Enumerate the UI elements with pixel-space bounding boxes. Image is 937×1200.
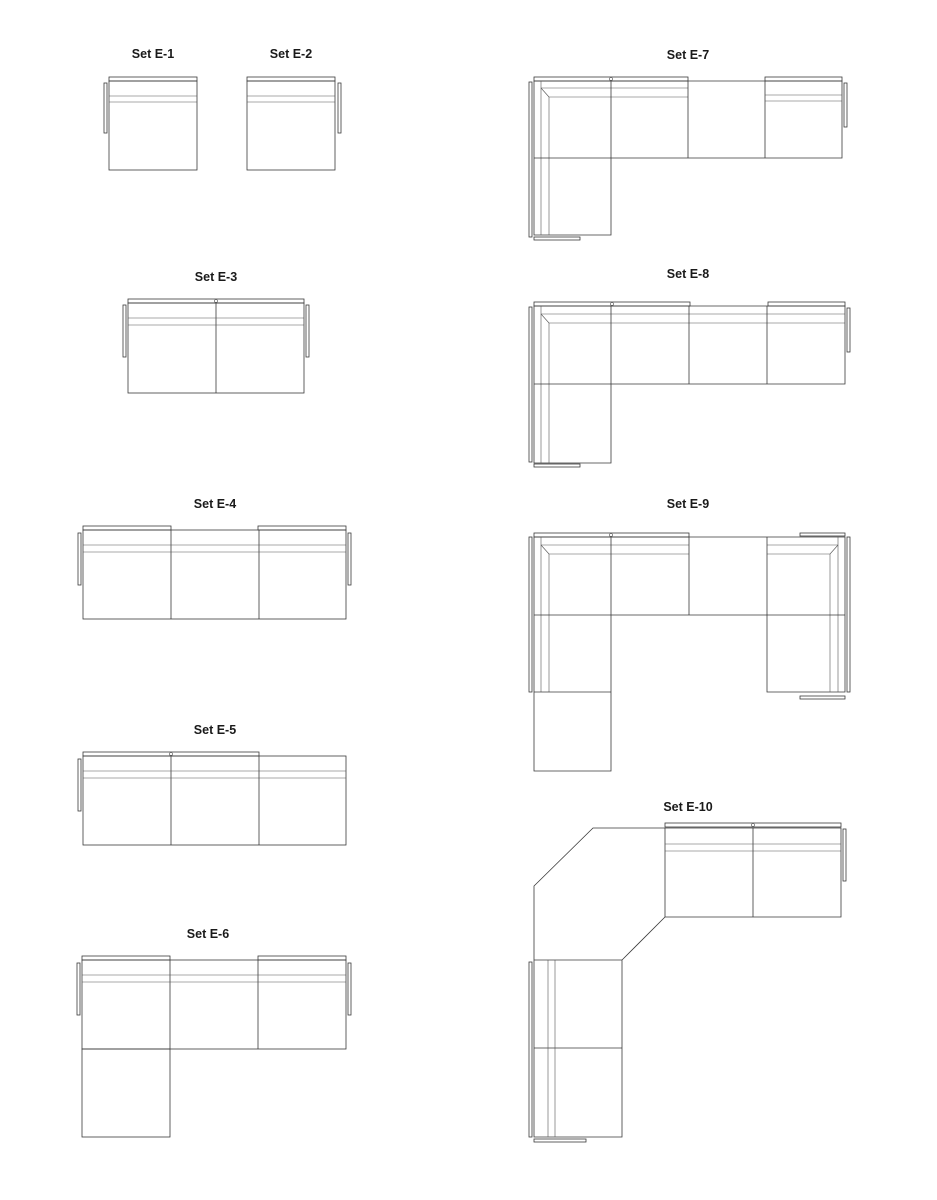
set-e8-plan (529, 302, 850, 467)
back-rail-right (800, 533, 845, 536)
set-e6 (77, 927, 351, 1137)
back-rail-right (258, 526, 346, 530)
back-rail (109, 77, 197, 81)
set-e9-label: Set E-9 (666, 497, 710, 511)
side-arm-left (78, 759, 81, 811)
seat-module (109, 81, 197, 170)
side-arm (338, 83, 341, 133)
set-e5 (78, 723, 346, 845)
set-e3-plan (123, 299, 309, 393)
side-arm-left (78, 533, 81, 585)
set-e7-plan (529, 77, 847, 240)
set-e2-label: Set E-2 (269, 47, 313, 61)
back-rail-right (768, 302, 845, 306)
side-arm-right (348, 963, 351, 1015)
side-rail-left (529, 537, 532, 692)
set-e2 (247, 47, 341, 170)
side-rail-right (847, 537, 850, 692)
side-rail-left (529, 962, 532, 1137)
seat-module-row (83, 530, 346, 619)
corner-diagonal (541, 314, 549, 323)
angled-sectional-outline (534, 828, 841, 1137)
side-arm-right (844, 83, 847, 127)
set-e8 (529, 267, 850, 467)
set-e1-label: Set E-1 (131, 47, 175, 61)
sectional-outline (534, 306, 845, 463)
set-e9 (529, 497, 850, 771)
set-e3 (123, 270, 309, 393)
seat-module (247, 81, 335, 170)
set-e5-label: Set E-5 (193, 723, 237, 737)
set-e10 (529, 800, 846, 1142)
set-e3-label: Set E-3 (194, 270, 238, 284)
set-e7 (529, 48, 847, 240)
seat-module-row (83, 756, 346, 845)
set-e4 (78, 497, 351, 619)
side-rail-left (529, 82, 532, 237)
set-e6-label: Set E-6 (186, 927, 230, 941)
back-rail-left (82, 956, 170, 960)
u-sectional-outline (534, 537, 845, 771)
set-e5-plan (78, 752, 346, 845)
foot-rail (534, 464, 580, 467)
foot-rail (534, 237, 580, 240)
corner-diagonal (541, 88, 549, 97)
set-e2-plan (247, 77, 341, 170)
set-e9-plan (529, 533, 850, 771)
set-e1-plan (104, 77, 197, 170)
set-e10-plan (529, 823, 846, 1142)
side-arm-left (123, 305, 126, 357)
foot-rail (534, 1139, 586, 1142)
set-e4-plan (78, 526, 351, 619)
side-arm-right (843, 829, 846, 881)
side-arm-left (77, 963, 80, 1015)
corner-diagonal (541, 545, 549, 554)
set-e6-plan (77, 956, 351, 1137)
back-rail-right (765, 77, 842, 81)
set-e7-label: Set E-7 (666, 48, 710, 62)
set-e4-label: Set E-4 (193, 497, 237, 511)
set-e10-label: Set E-10 (663, 800, 713, 814)
seat-module-row (82, 960, 346, 1049)
back-rail (247, 77, 335, 81)
back-rail-left (83, 526, 171, 530)
side-rail-left (529, 307, 532, 462)
side-arm-right (348, 533, 351, 585)
side-arm-right (306, 305, 309, 357)
corner-diagonal (830, 545, 838, 554)
chaise-module (82, 1049, 170, 1137)
set-e1 (104, 47, 197, 170)
foot-rail-right (800, 696, 845, 699)
side-arm-right (847, 308, 850, 352)
set-e8-label: Set E-8 (666, 267, 710, 281)
back-rail-right (258, 956, 346, 960)
side-arm (104, 83, 107, 133)
